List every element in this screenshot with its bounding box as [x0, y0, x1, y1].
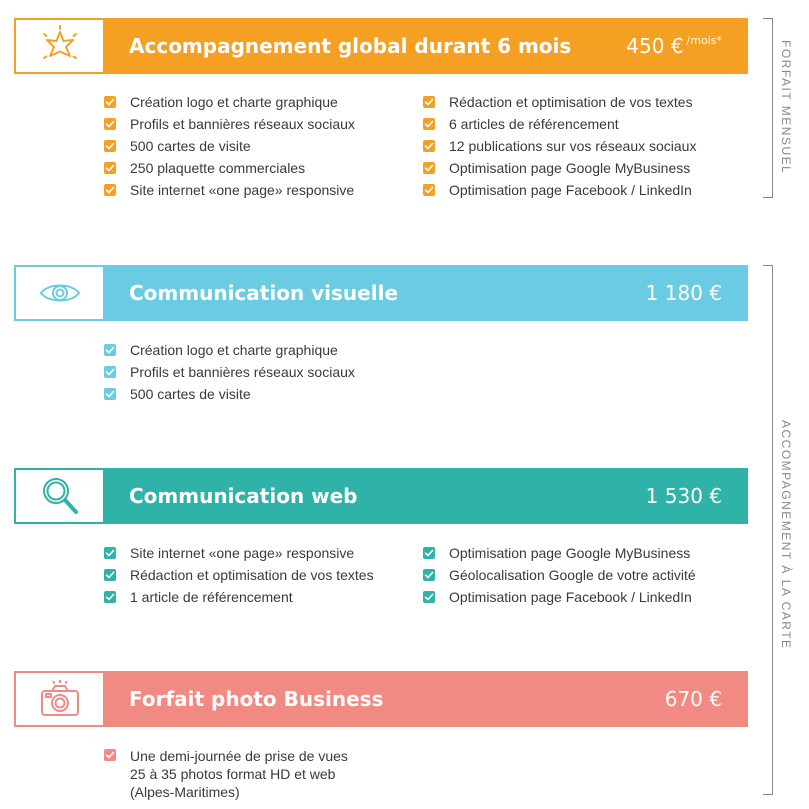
checkbox-icon: [104, 749, 116, 761]
checkbox-icon: [104, 547, 116, 559]
list-item: Optimisation page Google MyBusiness: [423, 157, 696, 179]
card-title: Accompagnement global durant 6 mois: [129, 34, 572, 58]
card-photo: [14, 671, 748, 727]
title-bar: [105, 468, 748, 524]
price-suffix: /mois*: [686, 34, 722, 47]
checkbox-icon: [423, 547, 435, 559]
side-label-monthly: FORFAIT MENSUEL: [779, 40, 793, 175]
list-item: 12 publications sur vos réseaux sociaux: [423, 135, 696, 157]
list-item: Une demi-journée de prise de vues 25 à 35 photos format HD et web (Alpes-Maritimes): [104, 747, 348, 801]
checkbox-icon: [423, 118, 435, 130]
star-icon: [38, 24, 82, 68]
checkbox-icon: [104, 96, 116, 108]
card-price: 670 €: [664, 687, 722, 711]
card-price: 1 180 €: [645, 281, 722, 305]
checkbox-icon: [104, 388, 116, 400]
card-web-list-right: [423, 542, 696, 608]
checkbox-icon: [104, 184, 116, 196]
list-item: 1 article de référencement: [104, 586, 374, 608]
list-item: Optimisation page Google MyBusiness: [423, 542, 696, 564]
list-item: 6 articles de référencement: [423, 113, 696, 135]
list-item: Rédaction et optimisation de vos textes: [104, 564, 374, 586]
list-item: Profils et bannières réseaux sociaux: [104, 361, 355, 383]
checkbox-icon: [104, 591, 116, 603]
checkbox-icon: [423, 569, 435, 581]
checkbox-icon: [104, 140, 116, 152]
list-item: Géolocalisation Google de votre activité: [423, 564, 696, 586]
checkbox-icon: [423, 96, 435, 108]
list-item: 500 cartes de visite: [104, 383, 355, 405]
list-item: Optimisation page Facebook / LinkedIn: [423, 586, 696, 608]
eye-icon: [38, 278, 82, 308]
list-item: Profils et bannières réseaux sociaux: [104, 113, 355, 135]
checkbox-icon: [423, 591, 435, 603]
icon-box: [14, 18, 105, 74]
checkbox-icon: [104, 366, 116, 378]
list-item: 500 cartes de visite: [104, 135, 355, 157]
card-visual-list: [104, 339, 355, 405]
title-bar: [105, 671, 748, 727]
magnifier-icon: [38, 474, 82, 518]
bracket-monthly: [763, 18, 773, 198]
checkbox-icon: [423, 184, 435, 196]
icon-box: [14, 468, 105, 524]
card-global-list-left: [104, 91, 355, 201]
icon-box: [14, 265, 105, 321]
card-title: Forfait photo Business: [129, 687, 384, 711]
card-web-list-left: [104, 542, 374, 608]
card-title: Communication web: [129, 484, 358, 508]
checkbox-icon: [104, 344, 116, 356]
list-item: Site internet «one page» responsive: [104, 542, 374, 564]
list-item: 250 plaquette commerciales: [104, 157, 355, 179]
list-item: Optimisation page Facebook / LinkedIn: [423, 179, 696, 201]
title-bar: [105, 265, 748, 321]
checkbox-icon: [104, 569, 116, 581]
checkbox-icon: [104, 118, 116, 130]
title-bar: [105, 18, 748, 74]
list-item: Rédaction et optimisation de vos textes: [423, 91, 696, 113]
bracket-a-la-carte: [763, 265, 773, 795]
side-label-a-la-carte: ACCOMPAGNEMENT À LA CARTE: [779, 420, 793, 650]
list-item: Création logo et charte graphique: [104, 91, 355, 113]
checkbox-icon: [104, 162, 116, 174]
checkbox-icon: [423, 140, 435, 152]
card-photo-list: [104, 747, 348, 801]
list-item: Site internet «one page» responsive: [104, 179, 355, 201]
camera-icon: [38, 679, 82, 719]
checkbox-icon: [423, 162, 435, 174]
card-visual: [14, 265, 748, 321]
icon-box: [14, 671, 105, 727]
card-price: 450 € $^{/mois*}$: [626, 34, 722, 58]
card-title: Communication visuelle: [129, 281, 399, 305]
list-item: Création logo et charte graphique: [104, 339, 355, 361]
card-price: 1 530 €: [645, 484, 722, 508]
card-global: [14, 18, 748, 74]
card-web: [14, 468, 748, 524]
card-global-list-right: [423, 91, 696, 201]
